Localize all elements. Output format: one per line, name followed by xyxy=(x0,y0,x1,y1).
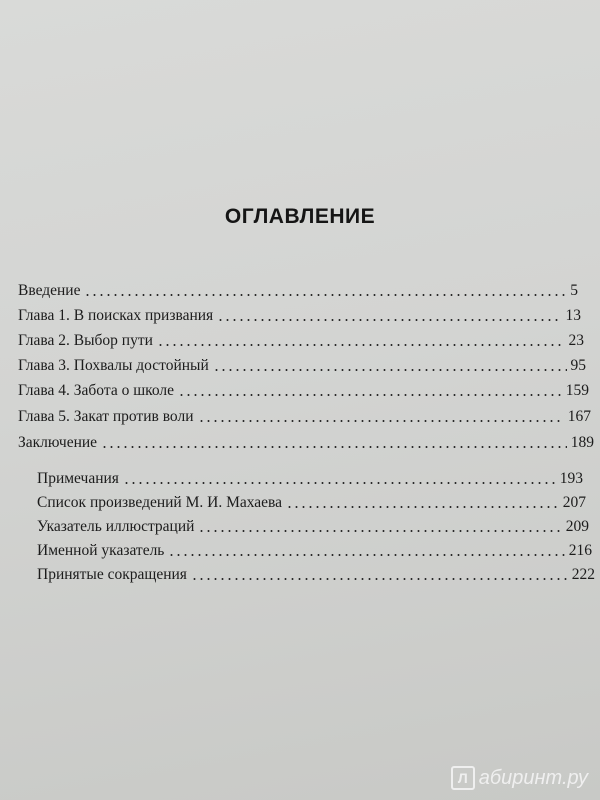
toc-entry-chapter-5 xyxy=(18,408,591,426)
toc-leader-dots xyxy=(191,578,568,580)
toc-entry-illustrations-index xyxy=(37,518,589,536)
toc-leader-dots xyxy=(286,506,559,508)
toc-entry-label: Указатель иллюстраций xyxy=(37,518,195,535)
toc-entry-page: 23 xyxy=(568,332,584,349)
toc-entry-page: 207 xyxy=(562,494,586,511)
toc-entry-label: Глава 5. Закат против воли xyxy=(18,408,194,425)
toc-entry-page: 5 xyxy=(570,282,578,299)
toc-leader-dots xyxy=(213,369,567,371)
toc-leader-dots xyxy=(101,446,567,448)
toc-entry-page: 216 xyxy=(568,542,592,559)
toc-entry-notes xyxy=(37,470,583,488)
labirint-watermark xyxy=(451,766,588,790)
toc-entry-works-list xyxy=(37,494,586,512)
toc-entry-chapter-2 xyxy=(18,332,584,350)
toc-entry-label: Глава 4. Забота о школе xyxy=(18,382,175,399)
toc-entry-page: 167 xyxy=(567,408,591,425)
toc-entry-label: Глава 2. Выбор пути xyxy=(18,332,153,349)
toc-entry-abbreviations xyxy=(37,566,595,584)
toc-leader-dots xyxy=(168,554,564,556)
labirint-logo-icon: Л xyxy=(451,766,475,790)
toc-entry-chapter-4 xyxy=(18,382,589,400)
toc-entry-label: Введение xyxy=(18,282,81,299)
toc-entry-label: Список произведений М. И. Махаева xyxy=(37,494,283,511)
toc-entry-page: 13 xyxy=(565,307,581,324)
toc-entry-label: Глава 1. В поисках призвания xyxy=(18,307,214,324)
toc-entry-introduction xyxy=(18,282,578,300)
toc-leader-dots xyxy=(157,344,565,346)
toc-entry-page: 159 xyxy=(565,382,589,399)
toc-entry-label: Заключение xyxy=(18,434,98,451)
toc-entry-name-index xyxy=(37,542,592,560)
toc-entry-chapter-1 xyxy=(18,307,581,325)
toc-entry-label: Глава 3. Похвалы достойный xyxy=(18,357,209,374)
toc-leader-dots xyxy=(84,294,566,296)
toc-entry-page: 193 xyxy=(559,470,583,487)
toc-leader-dots xyxy=(123,482,556,484)
toc-entry-page: 95 xyxy=(570,357,586,374)
toc-heading: ОГЛАВЛЕНИЕ xyxy=(224,205,376,228)
toc-entry-label: Именной указатель xyxy=(37,542,165,559)
toc-entry-page: 189 xyxy=(570,434,594,451)
toc-entry-label: Примечания xyxy=(37,470,119,487)
toc-leader-dots xyxy=(217,319,561,321)
toc-entry-chapter-3 xyxy=(18,357,586,375)
toc-entry-page: 222 xyxy=(571,566,595,583)
toc-entry-conclusion xyxy=(18,434,594,452)
toc-entry-label: Принятые сокращения xyxy=(37,566,187,583)
toc-leader-dots xyxy=(198,420,564,422)
watermark-text: абиринт.ру xyxy=(478,766,588,789)
toc-leader-dots xyxy=(198,530,561,532)
toc-leader-dots xyxy=(178,394,562,396)
toc-entry-page: 209 xyxy=(565,518,589,535)
